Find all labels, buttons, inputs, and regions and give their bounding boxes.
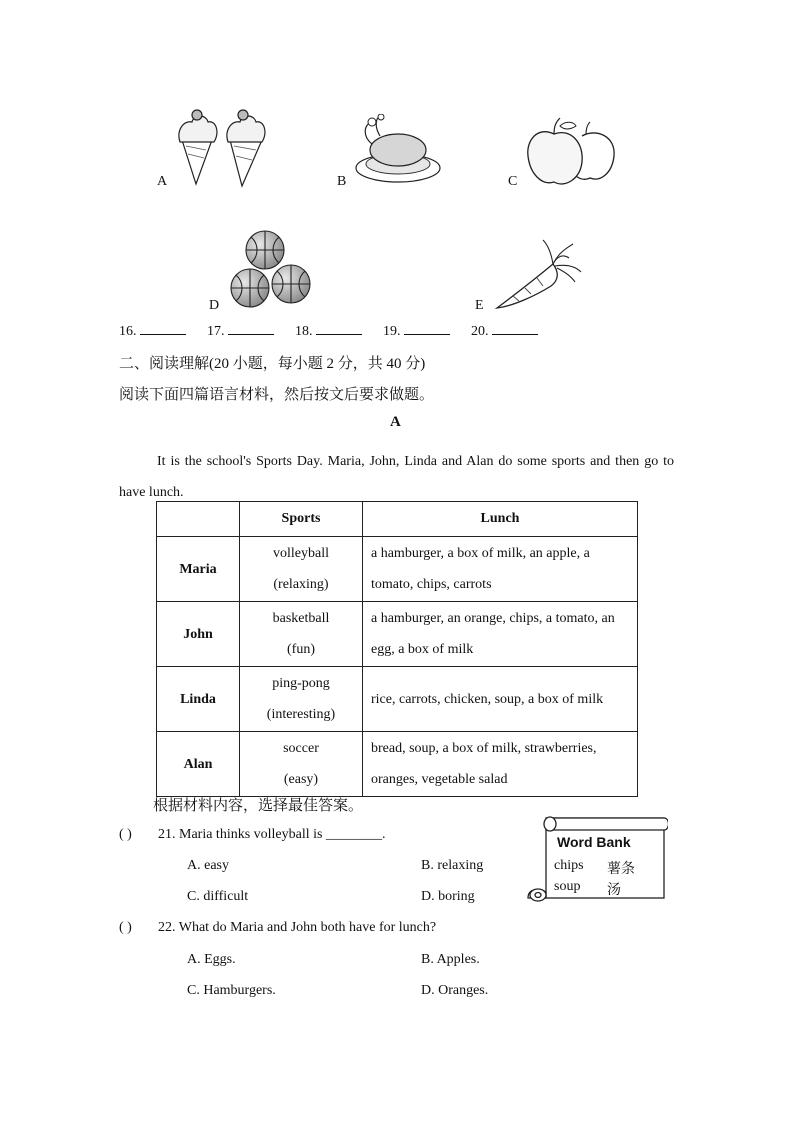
option-22-a[interactable]: A. Eggs.: [187, 952, 236, 967]
sport-name: ping-pong: [272, 676, 330, 691]
sports-lunch-table: [156, 501, 638, 797]
option-21-a[interactable]: A. easy: [187, 858, 229, 873]
sport-cell: [240, 732, 363, 797]
table-header-row: [157, 502, 638, 537]
blank-number: 16.: [119, 324, 137, 339]
table-row: [157, 537, 638, 602]
roast-chicken-icon: [354, 114, 442, 186]
lunch-cell: rice, carrots, chicken, soup, a box of milk: [363, 667, 638, 732]
option-22-c[interactable]: C. Hamburgers.: [187, 983, 276, 998]
lunch-cell: a hamburger, a box of milk, an apple, a tomato, chips, carrots: [363, 537, 638, 602]
picture-letter: E: [475, 298, 484, 313]
option-21-d[interactable]: D. boring: [421, 889, 475, 904]
blank-number: 19.: [383, 324, 401, 339]
question-21-paren[interactable]: ( ): [119, 827, 132, 842]
sport-name: basketball: [272, 611, 330, 626]
answer-blank-19[interactable]: [404, 322, 450, 335]
answer-blank-20[interactable]: [492, 322, 538, 335]
blank-number: 20.: [471, 324, 489, 339]
person-name: John: [157, 602, 240, 667]
table-header: Lunch: [363, 502, 638, 537]
passage-label: A: [390, 414, 401, 430]
basketballs-icon: [229, 230, 313, 310]
section-heading: 二、阅读理解(20 小题，每小题 2 分，共 40 分): [119, 356, 426, 372]
table-row: [157, 667, 638, 732]
word-bank-scroll-icon: [526, 812, 668, 904]
word-bank-en: chips: [554, 858, 584, 873]
sport-cell: [240, 667, 363, 732]
table-row: [157, 732, 638, 797]
person-name: Alan: [157, 732, 240, 797]
picture-letter: D: [209, 298, 220, 313]
word-bank-en: soup: [554, 879, 581, 894]
table-header: [157, 502, 240, 537]
sport-feeling: (interesting): [266, 707, 336, 722]
word-bank-zh: 汤: [607, 883, 621, 898]
picture-letter: A: [157, 174, 168, 189]
section-instruction: 阅读下面四篇语言材料，然后按文后要求做题。: [119, 387, 435, 403]
person-name: Linda: [157, 667, 240, 732]
table-header: Sports: [240, 502, 363, 537]
option-21-c[interactable]: C. difficult: [187, 889, 249, 904]
ice-cream-icon: [176, 106, 276, 188]
word-bank-title: Word Bank: [557, 834, 631, 850]
sport-cell: [240, 537, 363, 602]
option-21-b[interactable]: B. relaxing: [421, 858, 484, 873]
answer-blank-18[interactable]: [316, 322, 362, 335]
apples-icon: [526, 116, 618, 188]
option-22-d[interactable]: D. Oranges.: [421, 983, 489, 998]
passage-paragraph: It is the school's Sports Day. Maria, John, Linda and Alan do some sports and then go to have lunch.: [119, 454, 674, 500]
answer-blanks: [119, 322, 556, 340]
sport-name: volleyball: [273, 546, 329, 561]
picture-letter: B: [337, 174, 347, 189]
word-bank-zh: 薯条: [607, 862, 635, 877]
table-row: [157, 602, 638, 667]
sport-cell: [240, 602, 363, 667]
sport-feeling: (relaxing): [273, 577, 329, 592]
carrot-icon: [493, 238, 585, 312]
blank-number: 17.: [207, 324, 225, 339]
blank-number: 18.: [295, 324, 313, 339]
person-name: Maria: [157, 537, 240, 602]
sub-instruction: 根据材料内容，选择最佳答案。: [153, 798, 364, 814]
sport-feeling: (easy): [283, 772, 319, 787]
question-22-paren[interactable]: ( ): [119, 920, 132, 935]
question-22-text: 22. What do Maria and John both have for lunch?: [158, 920, 437, 935]
picture-letter: C: [508, 174, 518, 189]
sport-name: soccer: [283, 741, 319, 756]
answer-blank-17[interactable]: [228, 322, 274, 335]
option-22-b[interactable]: B. Apples.: [421, 952, 480, 967]
lunch-cell: a hamburger, an orange, chips, a tomato, an egg, a box of milk: [363, 602, 638, 667]
answer-blank-16[interactable]: [140, 322, 186, 335]
question-21-text: 21. Maria thinks volleyball is ________.: [158, 827, 386, 842]
sport-feeling: (fun): [287, 642, 315, 657]
lunch-cell: bread, soup, a box of milk, strawberries, oranges, vegetable salad: [363, 732, 638, 797]
